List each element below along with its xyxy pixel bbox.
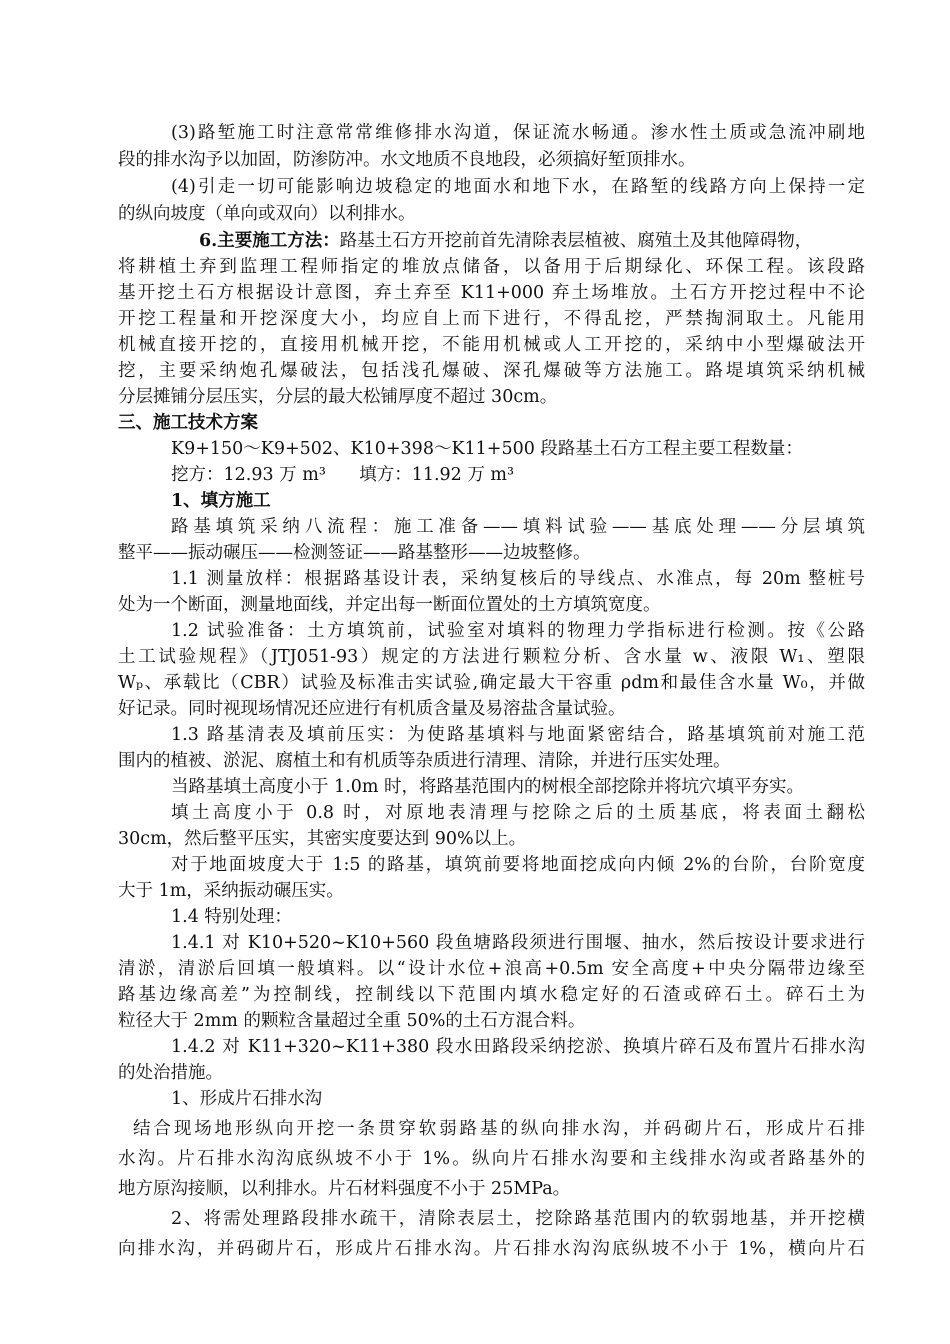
text-line: 挖，主要采纳炮孔爆破法，包括浅孔爆破、深孔爆破等方法施工。路堤填筑采纳机械	[118, 361, 865, 381]
text-line: 2、将需处理路段排水疏干，清除表层土，挖除路基范围内的软弱地基，并开挖横	[171, 1209, 865, 1229]
text-line: 30cm，然后整平压实，其密实度要达到 90%以上。	[118, 829, 527, 849]
text-line: 基开挖土石方根据设计意图，弃土弃至 K11+000 弃土场堆放。土石方开挖过程中不论	[118, 283, 865, 303]
text-line: 的纵向坡度（单向或双向）以利排水。	[118, 204, 416, 224]
text-span: 路基土石方开挖前首先清除表层植被、腐殖土及其他障碍物，	[339, 231, 813, 251]
text-line: 将耕植土弃到监理工程师指定的堆放点储备，以备用于后期绿化、环保工程。该段路	[118, 257, 865, 277]
text-line: 开挖工程量和开挖深度大小，均应自上而下进行，不得乱挖，严禁掏洞取土。凡能用	[118, 309, 865, 329]
quantity-line: 挖方：12.93 万 m³ 填方：11.92 万 m³	[171, 465, 515, 485]
text-line: 1.3 路基清表及填前压实：为使路基填料与地面紧密结合，路基填筑前对施工范	[171, 725, 865, 745]
text-line: 当路基填土高度小于 1.0m 时，将路基范围内的树根全部挖除并将坑穴填平夯实。	[171, 777, 805, 797]
text-line: 粒径大于 2mm 的颗粒含量超过全重 50%的土石方混合料。	[118, 1011, 586, 1031]
text-line: 处为一个断面，测量地面线，并定出每一断面位置处的土方填筑宽度。	[118, 595, 661, 615]
section-heading: 6.主要施工方法：	[199, 231, 340, 251]
text-line: 向排水沟，并码砌片石，形成片石排水沟。片石排水沟沟底纵坡不小于 1%，横向片石	[118, 1239, 865, 1259]
text-line: 1.1 测量放样：根据路基设计表，采纳复核后的导线点、水准点，每 20m 整桩号	[171, 569, 865, 589]
subsection-heading: 1、填方施工	[171, 491, 271, 511]
text-line: 填土高度小于 0.8 时，对原地表清理与挖除之后的土质基底，将表面土翻松	[171, 803, 865, 823]
text-line: 好记录。同时视现场情况还应进行有机质含量及易溶盐含量试验。	[118, 699, 626, 719]
text-line: 整平——振动碾压——检测签证——路基整形——边坡整修。	[118, 543, 591, 563]
text-line: Wₚ、承载比（CBR）试验及标准击实试验,确定最大干容重 ρdm和最佳含水量 W₀，并做	[118, 673, 865, 693]
text-line: 结合现场地形纵向开挖一条贯穿软弱路基的纵向排水沟，并码砌片石，形成片石排	[133, 1119, 865, 1139]
text-line: 对于地面坡度大于 1:5 的路基，填筑前要将地面挖成向内倾 2%的台阶，台阶宽度	[171, 855, 865, 875]
section-heading: 三、施工技术方案	[118, 413, 258, 433]
section-6-line	[199, 228, 950, 254]
text-line: 路基边缘高差”为控制线，控制线以下范围内填水稳定好的石渣或碎石土。碎石土为	[118, 985, 865, 1005]
text-line: 段的排水沟予以加固，防渗防冲。水文地质不良地段，必须搞好堑顶排水。	[118, 150, 696, 170]
text-line: 地方原沟接顺，以利排水。片石材料强度不小于 25MPa。	[118, 1179, 571, 1199]
text-line: 机械直接开挖的，直接用机械开挖，不能用机械或人工开挖的，采纳中小型爆破法开	[118, 335, 865, 355]
text-line: 1.2 试验准备：土方填筑前，试验室对填料的物理力学指标进行检测。按《公路	[171, 621, 865, 641]
text-line: (4)引走一切可能影响边坡稳定的地面水和地下水，在路堑的线路方向上保持一定	[171, 177, 865, 197]
text-line: 的处治措施。	[118, 1063, 223, 1083]
text-line: 清淤，清淤后回填一般填料。以“设计水位+浪高+0.5m 安全高度+中央分隔带边缘至	[118, 959, 865, 979]
text-line: 路基填筑采纳八流程：施工准备——填料试验——基底处理——分层填筑	[171, 517, 865, 537]
text-line: K9+150～K9+502、K10+398～K11+500 段路基土石方工程主要工程数量：	[171, 439, 803, 459]
text-line: 大于 1m，采纳振动碾压实。	[118, 881, 344, 901]
text-line: (3)路堑施工时注意常常维修排水沟道，保证流水畅通。渗水性土质或急流冲刷地	[171, 123, 865, 143]
text-line: 分层摊铺分层压实，分层的最大松铺厚度不超过 30cm。	[118, 387, 558, 407]
text-line: 1.4 特别处理：	[171, 907, 292, 927]
text-line: 水沟。片石排水沟沟底纵坡不小于 1%。纵向片石排水沟要和主线排水沟或者路基外的	[118, 1149, 865, 1169]
text-line: 土工试验规程》（JTJ051-93）规定的方法进行颗粒分析、含水量 w、液限 W₁、塑限	[118, 647, 865, 667]
text-line: 围内的植被、淤泥、腐植土和有机质等杂质进行清理、清除，并进行压实处理。	[118, 751, 731, 771]
text-line: 1.4.2 对 K11+320~K11+380 段水田路段采纳挖淤、换填片碎石及布置片石排水沟	[171, 1037, 865, 1057]
text-line: 1、形成片石排水沟	[171, 1089, 323, 1109]
text-line: 1.4.1 对 K10+520~K10+560 段鱼塘路段须进行围堰、抽水，然后按设计要求进行	[171, 933, 865, 953]
